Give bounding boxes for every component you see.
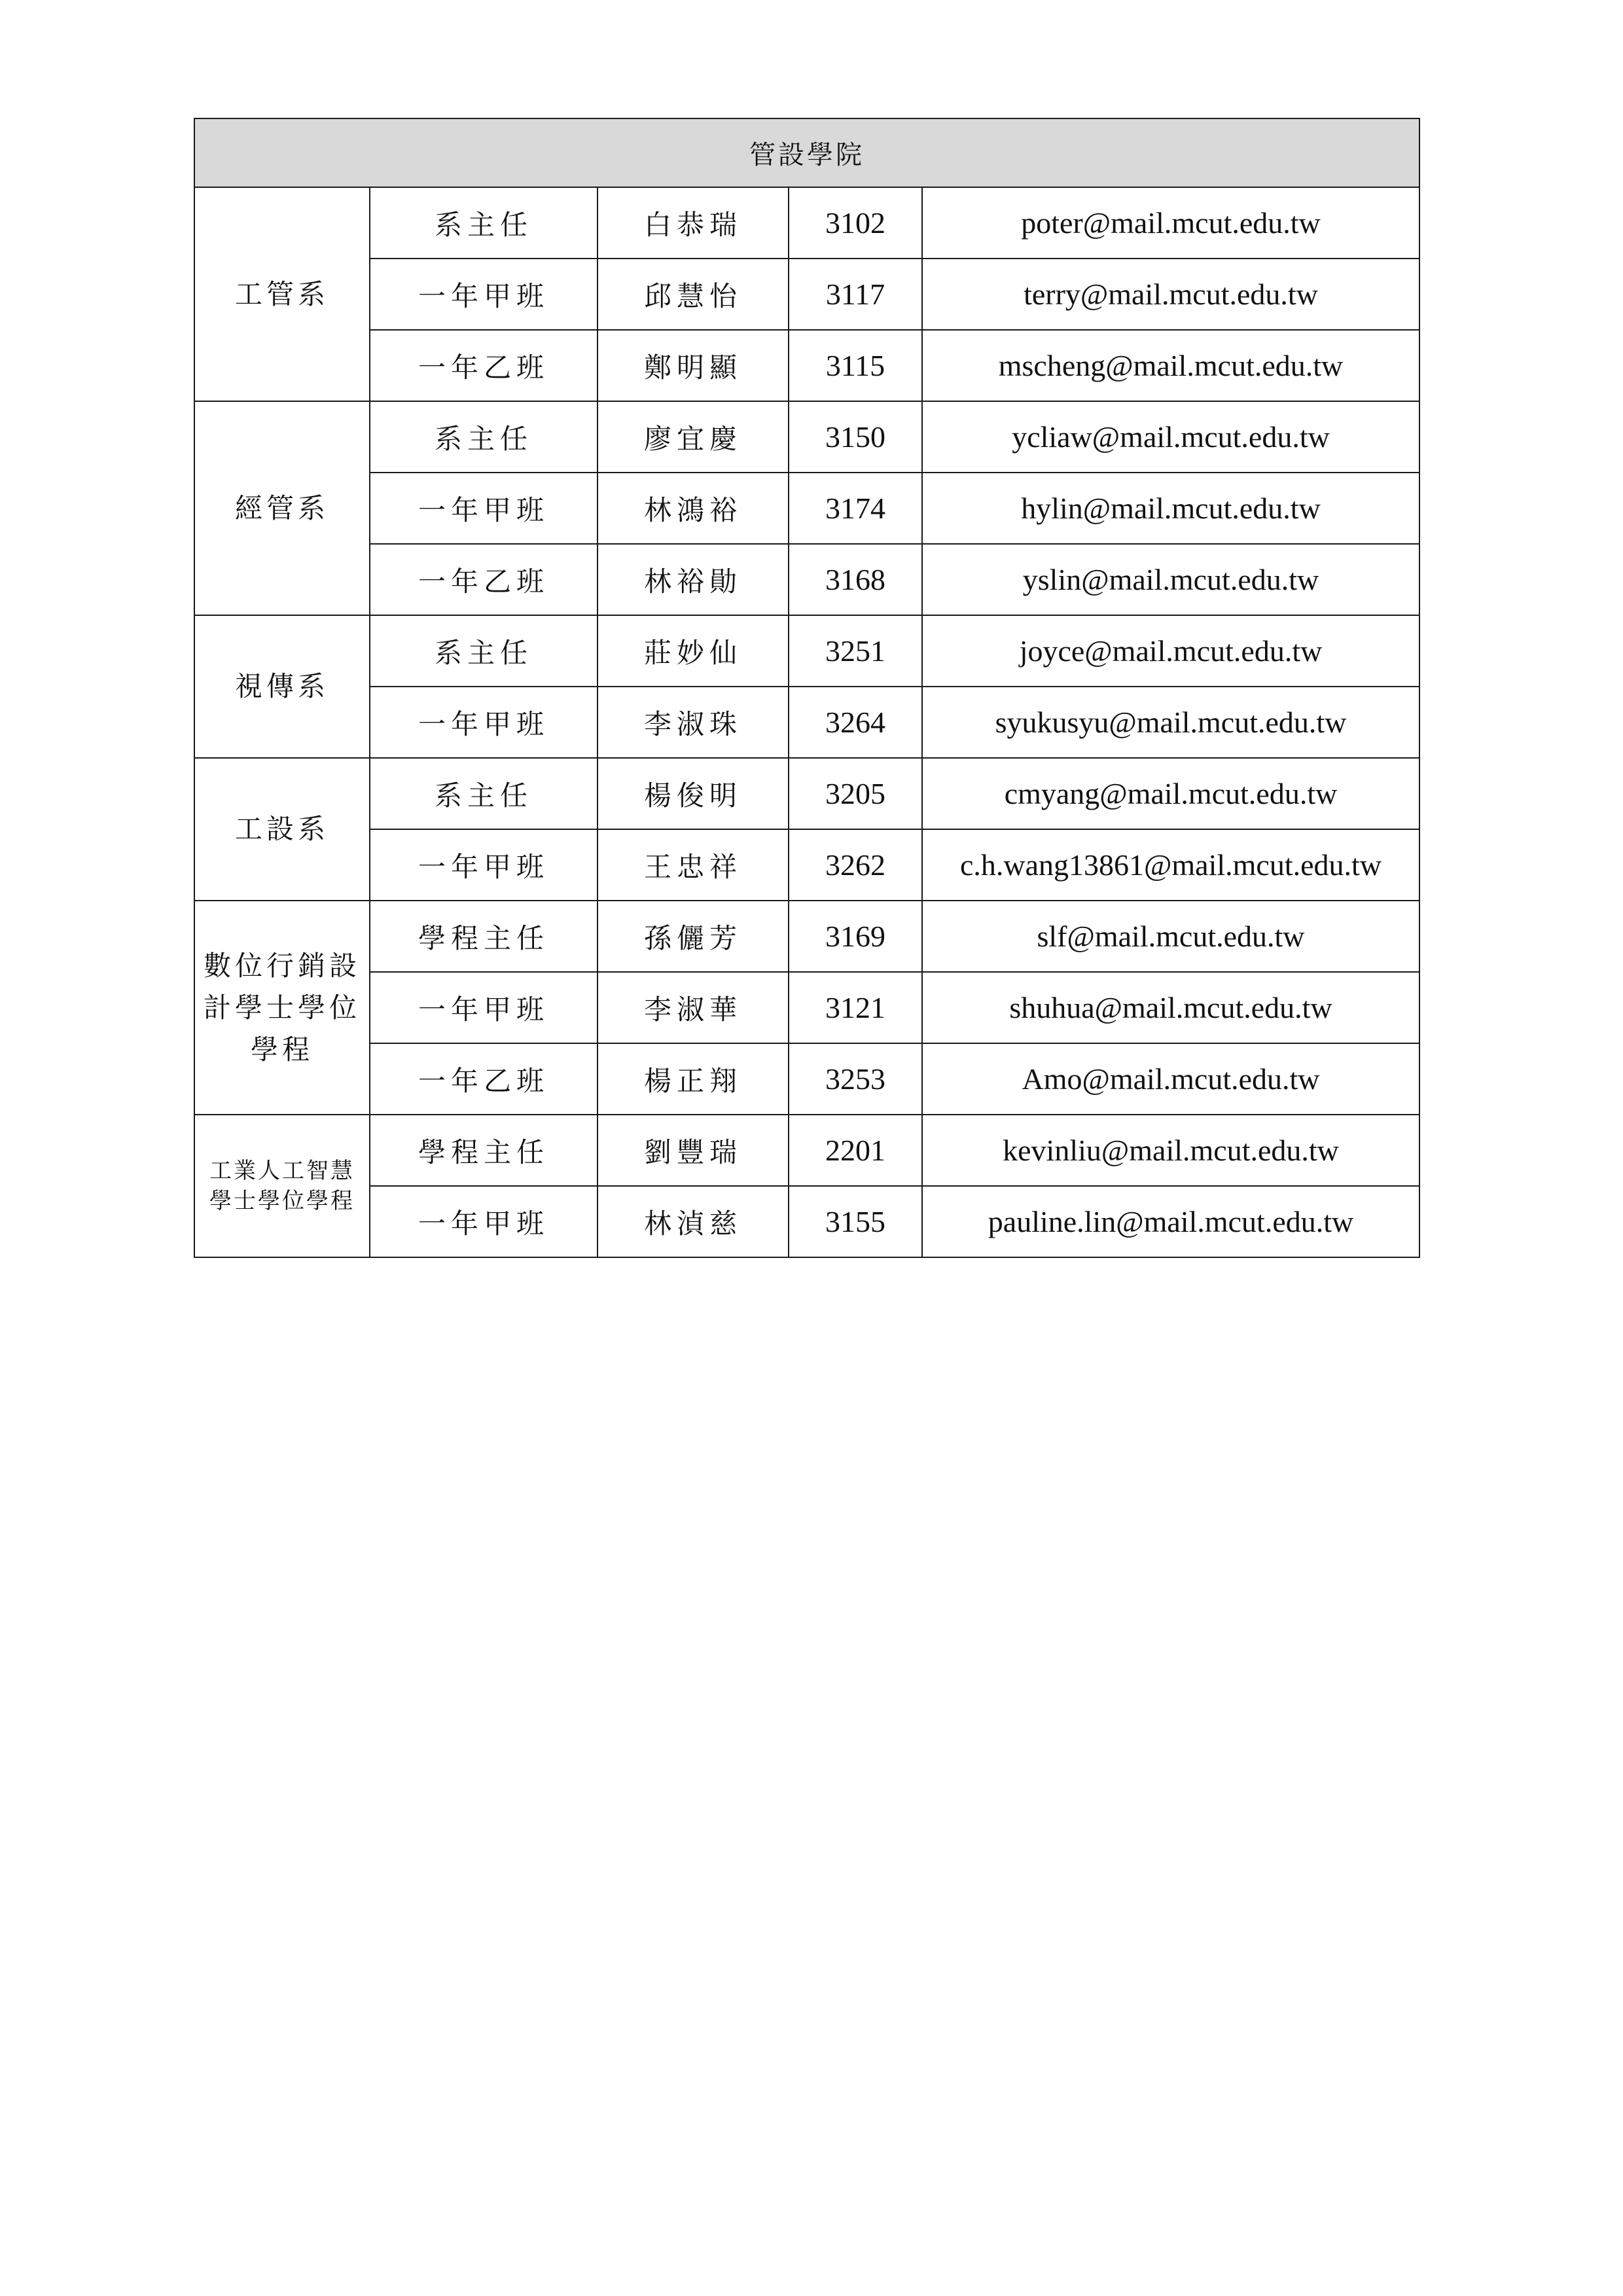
email-address: shuhua@mail.mcut.edu.tw: [922, 972, 1419, 1043]
table-row: [194, 330, 1419, 401]
extension-number: 2201: [789, 1115, 922, 1186]
teacher-name: 莊妙仙: [597, 615, 789, 687]
email-address: poter@mail.mcut.edu.tw: [922, 187, 1419, 259]
extension-number: 3117: [789, 259, 922, 330]
teacher-name: 白恭瑞: [597, 187, 789, 259]
extension-number: 3262: [789, 829, 922, 901]
teacher-name: 楊俊明: [597, 758, 789, 829]
teacher-name: 林裕勛: [597, 544, 789, 615]
extension-number: 3251: [789, 615, 922, 687]
department-name: 工管系: [194, 187, 370, 401]
extension-number: 3115: [789, 330, 922, 401]
teacher-name: 林鴻裕: [597, 473, 789, 544]
extension-number: 3121: [789, 972, 922, 1043]
email-address: mscheng@mail.mcut.edu.tw: [922, 330, 1419, 401]
teacher-name: 孫儷芳: [597, 901, 789, 972]
extension-number: 3205: [789, 758, 922, 829]
table-row: [194, 401, 1419, 473]
extension-number: 3155: [789, 1186, 922, 1257]
email-address: Amo@mail.mcut.edu.tw: [922, 1043, 1419, 1115]
extension-number: 3174: [789, 473, 922, 544]
teacher-name: 邱慧怡: [597, 259, 789, 330]
teacher-name: 王忠祥: [597, 829, 789, 901]
department-name: 工業人工智慧學士學位學程: [194, 1115, 370, 1257]
email-address: terry@mail.mcut.edu.tw: [922, 259, 1419, 330]
table-row: [194, 972, 1419, 1043]
teacher-name: 李淑華: [597, 972, 789, 1043]
table-row: [194, 1043, 1419, 1115]
role-cell: 一年甲班: [370, 687, 597, 758]
department-name: 工設系: [194, 758, 370, 901]
email-address: cmyang@mail.mcut.edu.tw: [922, 758, 1419, 829]
email-address: c.h.wang13861@mail.mcut.edu.tw: [922, 829, 1419, 901]
role-cell: 一年甲班: [370, 259, 597, 330]
role-cell: 一年甲班: [370, 473, 597, 544]
role-cell: 一年甲班: [370, 972, 597, 1043]
email-address: pauline.lin@mail.mcut.edu.tw: [922, 1186, 1419, 1257]
email-address: kevinliu@mail.mcut.edu.tw: [922, 1115, 1419, 1186]
email-address: slf@mail.mcut.edu.tw: [922, 901, 1419, 972]
department-name: 視傳系: [194, 615, 370, 758]
table-row: [194, 187, 1419, 259]
email-address: ycliaw@mail.mcut.edu.tw: [922, 401, 1419, 473]
teacher-name: 李淑珠: [597, 687, 789, 758]
teacher-name: 劉豐瑞: [597, 1115, 789, 1186]
email-address: syukusyu@mail.mcut.edu.tw: [922, 687, 1419, 758]
extension-number: 3264: [789, 687, 922, 758]
extension-number: 3168: [789, 544, 922, 615]
role-cell: 系主任: [370, 615, 597, 687]
role-cell: 系主任: [370, 401, 597, 473]
college-title: 管設學院: [194, 118, 1419, 187]
table-row: [194, 758, 1419, 829]
teacher-name: 楊正翔: [597, 1043, 789, 1115]
role-cell: 一年甲班: [370, 1186, 597, 1257]
table-row: [194, 473, 1419, 544]
role-cell: 一年甲班: [370, 829, 597, 901]
role-cell: 學程主任: [370, 901, 597, 972]
teacher-name: 廖宜慶: [597, 401, 789, 473]
role-cell: 一年乙班: [370, 1043, 597, 1115]
contact-table: [194, 118, 1420, 1258]
teacher-name: 林湞慈: [597, 1186, 789, 1257]
table-row: [194, 615, 1419, 687]
role-cell: 一年乙班: [370, 544, 597, 615]
table-row: [194, 1115, 1419, 1186]
table-row: [194, 544, 1419, 615]
role-cell: 學程主任: [370, 1115, 597, 1186]
extension-number: 3253: [789, 1043, 922, 1115]
table-row: [194, 901, 1419, 972]
table-row: [194, 687, 1419, 758]
email-address: hylin@mail.mcut.edu.tw: [922, 473, 1419, 544]
department-name: 數位行銷設計學士學位學程: [194, 901, 370, 1115]
email-address: joyce@mail.mcut.edu.tw: [922, 615, 1419, 687]
table-row: [194, 1186, 1419, 1257]
table-row: [194, 829, 1419, 901]
table-body: [194, 187, 1419, 1257]
email-address: yslin@mail.mcut.edu.tw: [922, 544, 1419, 615]
role-cell: 系主任: [370, 187, 597, 259]
department-name: 經管系: [194, 401, 370, 615]
role-cell: 一年乙班: [370, 330, 597, 401]
table-row: [194, 259, 1419, 330]
role-cell: 系主任: [370, 758, 597, 829]
extension-number: 3150: [789, 401, 922, 473]
extension-number: 3102: [789, 187, 922, 259]
teacher-name: 鄭明顯: [597, 330, 789, 401]
extension-number: 3169: [789, 901, 922, 972]
